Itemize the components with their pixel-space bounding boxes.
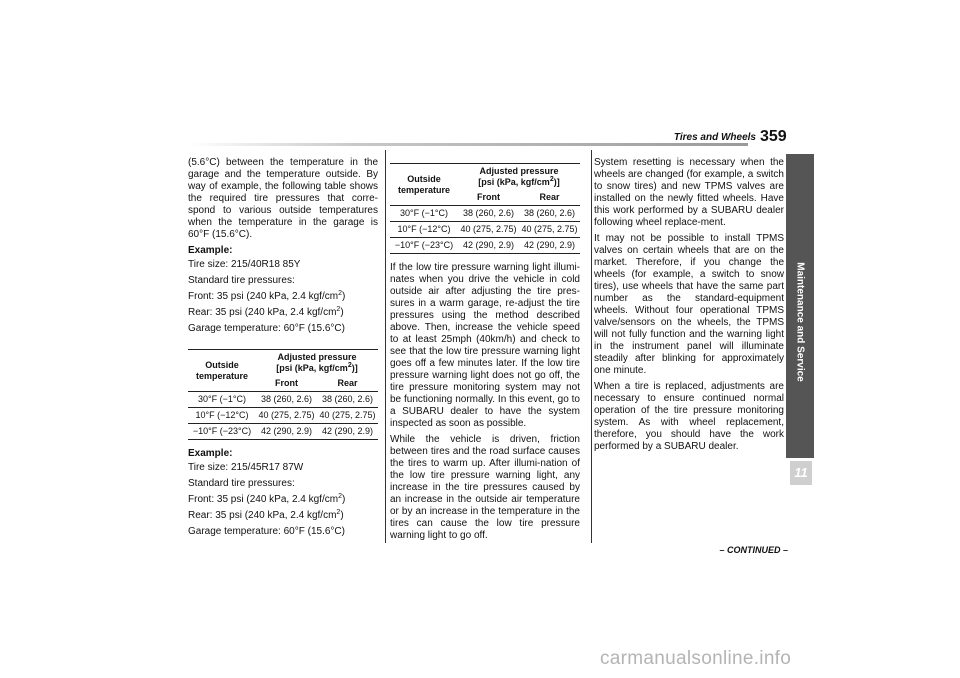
chapter-number-box: 11 xyxy=(790,461,812,485)
rear-pressure-line: Rear: 35 psi (240 kPa, 2.4 kgf/$cm^2$) xyxy=(188,306,344,318)
header-rule xyxy=(188,143,748,146)
table-header-rear: Rear xyxy=(519,190,580,206)
garage-temperature-line: Garage temperature: 60°F (15.6°C) xyxy=(188,323,345,334)
table-cell: 42 (290, 2.9) xyxy=(458,238,519,254)
page-number: 359 xyxy=(760,128,787,145)
column-divider xyxy=(385,150,386,543)
table-cell: 10°F (−12°C) xyxy=(390,222,458,238)
table-row xyxy=(188,424,378,440)
example-heading: Example: xyxy=(188,448,233,459)
table-cell: 42 (290, 2.9) xyxy=(519,238,580,254)
continued-label: – CONTINUED – xyxy=(719,545,788,555)
table-row xyxy=(188,392,378,408)
standard-pressures-line: Standard tire pressures: xyxy=(188,275,295,286)
table-cell: 30°F (−1°C) xyxy=(390,206,458,222)
standard-pressures-line: Standard tire pressures: xyxy=(188,478,295,489)
table-header-outside: Outside temperature xyxy=(390,164,458,206)
table-cell: 40 (275, 2.75) xyxy=(458,222,519,238)
table-cell: −10°F (−23°C) xyxy=(188,424,256,440)
table-header-rear: Rear xyxy=(317,376,378,392)
body-paragraph: If the low tire pressure warning light illumi-nates when you drive the vehicle in cold outside air after adjusting the tire pres-sures in a warm garage, re-adjust the tire pressures using the method described above. Then, increase the vehicle speed to at least 25mph (40km/h) and check to see that the low tire pressure warning light goes off a few minutes later. If the low tire pressure warning light does not go off, the tire pressure monitoring system may not be functioning normally. In this event, go to a SUBARU dealer to have the system inspected as soon as possible. xyxy=(390,262,580,429)
table-cell: 38 (260, 2.6) xyxy=(519,206,580,222)
table-cell: 38 (260, 2.6) xyxy=(317,392,378,408)
table-cell: 38 (260, 2.6) xyxy=(458,206,519,222)
table-header-adjusted: Adjusted pressure [psi (kPa, kgf/$cm^2$)] xyxy=(458,164,580,191)
table-cell: −10°F (−23°C) xyxy=(390,238,458,254)
table-cell: 40 (275, 2.75) xyxy=(256,408,317,424)
table-row xyxy=(188,408,378,424)
table-cell: 10°F (−12°C) xyxy=(188,408,256,424)
front-pressure-line: Front: 35 psi (240 kPa, 2.4 kgf/$cm^2$) xyxy=(188,290,346,302)
column-middle xyxy=(390,157,580,546)
pressure-table xyxy=(390,163,580,254)
body-paragraph: System resetting is necessary when the wheels are changed (for example, a switch to snow tires) and new TPMS valves are installed on the newly fitted wheels. Have this work performed by a SUBARU dealer following wheel replace-ment. xyxy=(594,157,784,228)
tire-size-line: Tire size: 215/40R18 85Y xyxy=(188,259,301,270)
column-left xyxy=(188,157,378,542)
table-header-front: Front xyxy=(256,376,317,392)
table-row xyxy=(390,238,580,254)
watermark: carmanualsonline.info xyxy=(600,648,792,669)
table-cell: 40 (275, 2.75) xyxy=(519,222,580,238)
body-paragraph: While the vehicle is driven, friction between tires and the road surface causes the tires to warm up. After illumi-nation of the low tire pressure warning light, any increase in the tire pressures caused by an increase in the outside air temperature or by an increase in the temperature in the tires can cause the low tire pressure warning light to go off. xyxy=(390,434,580,541)
column-divider xyxy=(591,150,592,543)
pressure-table xyxy=(188,349,378,440)
tire-size-line: Tire size: 215/45R17 87W xyxy=(188,462,304,473)
table-row xyxy=(390,222,580,238)
table-cell: 42 (290, 2.9) xyxy=(256,424,317,440)
table-header-adjusted: Adjusted pressure [psi (kPa, kgf/$cm^2$)] xyxy=(256,350,378,377)
table-cell: 30°F (−1°C) xyxy=(188,392,256,408)
body-paragraph: When a tire is replaced, adjustments are necessary to ensure continued normal operation of the tire pressure monitoring system. As with wheel replacement, therefore, you should have the work performed by a SUBARU dealer. xyxy=(594,381,784,452)
section-title: Tires and Wheels xyxy=(673,132,756,143)
table-row xyxy=(390,206,580,222)
table-header-front: Front xyxy=(458,190,519,206)
table-cell: 38 (260, 2.6) xyxy=(256,392,317,408)
rear-pressure-line: Rear: 35 psi (240 kPa, 2.4 kgf/$cm^2$) xyxy=(188,509,344,521)
table-cell: 42 (290, 2.9) xyxy=(317,424,378,440)
front-pressure-line: Front: 35 psi (240 kPa, 2.4 kgf/$cm^2$) xyxy=(188,493,346,505)
chapter-side-tab-label: Maintenance and Service xyxy=(794,262,806,382)
body-paragraph: It may not be possible to install TPMS valves on certain wheels that are on the market. Therefore, if you change the wheels (for example, a switch to snow tires), use wheels that have the same part number as the standard-equipment wheels. Without four operational TPMS valve/sensors on the wheels, the TPMS will not fully function and the warning light in the instrument panel will illuminate steadily after blinking for approximately one minute. xyxy=(594,233,784,376)
intro-paragraph: (5.6°C) between the temperature in the garage and the temperature outside. By way of example, the following table shows the required tire pressures that corre-spond to various outside temperatures when the temperature in the garage is 60°F (15.6°C). xyxy=(188,157,378,240)
column-right xyxy=(594,157,784,457)
garage-temperature-line: Garage temperature: 60°F (15.6°C) xyxy=(188,526,345,537)
table-cell: 40 (275, 2.75) xyxy=(317,408,378,424)
table-header-outside: Outside temperature xyxy=(188,350,256,392)
example-heading: Example: xyxy=(188,245,233,256)
